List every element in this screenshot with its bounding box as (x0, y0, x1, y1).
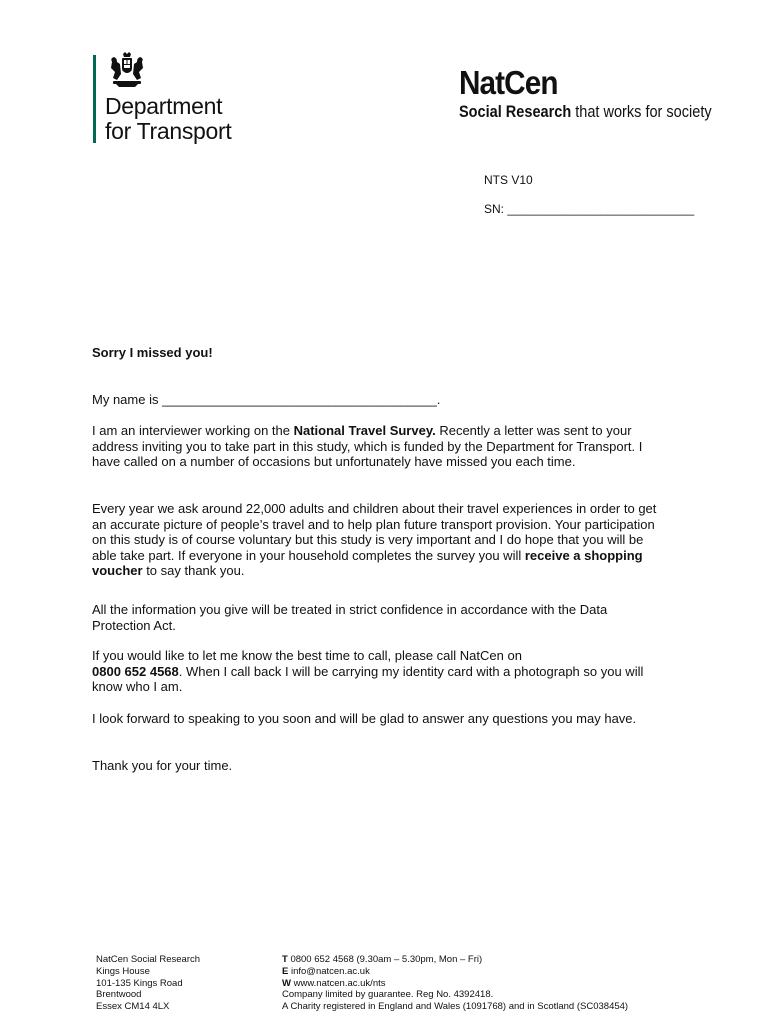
dft-logo-text (105, 94, 232, 144)
natcen-tagline-rest: that works for society (571, 103, 712, 121)
royal-coat-of-arms-icon (107, 52, 147, 88)
footer-company-info: Company limited by guarantee. Reg No. 4392418. (282, 989, 494, 1001)
footer-address (96, 954, 200, 1013)
reference-code: NTS V10 (484, 173, 533, 187)
footer-charity-info: A Charity registered in England and Wales (1091768) and in Scotland (SC038454) (282, 1001, 629, 1013)
contact-phone-number: 0800 652 4568 (92, 663, 179, 679)
footer-address-line: 101-135 Kings Road (96, 977, 183, 989)
footer-website: W www.natcen.ac.uk/nts (282, 977, 386, 989)
natcen-logo-name: NatCen (459, 64, 558, 101)
dft-logo-bar (93, 55, 96, 143)
natcen-logo (459, 66, 746, 122)
footer-address-line: NatCen Social Research (96, 954, 201, 965)
paragraph-confidentiality: All the information you give will be treated in strict confidence in accordance with the Data Protection Act. (92, 602, 608, 633)
natcen-tagline-bold: Social Research (459, 103, 572, 121)
paragraph-introduction: I am an interviewer working on the National Travel Survey. Recently a letter was sent to your address inviting you to take part in this study, which is funded by the Department for Transport. I have called on a number of occasions but unfortunately have missed you each time. (92, 423, 643, 469)
survey-name: National Travel Survey. (293, 423, 436, 438)
paragraph-survey-purpose: Every year we ask around 22,000 adults and children about their travel experiences in order to get an accurate picture of people’s travel and to help plan future transport provision. Your participation on this study is of course voluntary but this study is very important and I do hope that you will be able take part. If everyone in your household completes the survey you will receive a shopping voucher to say thank you. (92, 501, 657, 578)
interviewer-name-line: My name is ______________________________________. (92, 392, 441, 407)
footer-address-line: Essex CM14 4LX (96, 1001, 170, 1013)
footer-email: E info@natcen.ac.uk (282, 965, 370, 977)
serial-number-field: SN: ____________________________ (484, 202, 695, 216)
voucher-highlight: receive a shopping voucher (92, 547, 643, 578)
footer-phone: T 0800 652 4568 (9.30am – 5.30pm, Mon – Fri) (282, 954, 483, 965)
paragraph-thanks: Thank you for your time. (92, 758, 233, 773)
dft-logo-line1: Department (105, 93, 223, 119)
dft-logo-line2: for Transport (105, 118, 232, 144)
footer-address-line: Brentwood (96, 989, 142, 1001)
footer-contact (282, 954, 628, 1013)
paragraph-contact: If you would like to let me know the best time to call, please call NatCen on 0800 652 4568. When I call back I will be carrying my identity card with a photograph so you will know who I am. (92, 648, 644, 694)
letter-heading-text: Sorry I missed you! (92, 345, 213, 360)
paragraph-closing: I look forward to speaking to you soon and will be glad to answer any questions you may have. (92, 711, 637, 726)
letter-heading (92, 345, 662, 361)
footer-address-line: Kings House (96, 965, 150, 977)
natcen-logo-tagline (459, 102, 712, 122)
